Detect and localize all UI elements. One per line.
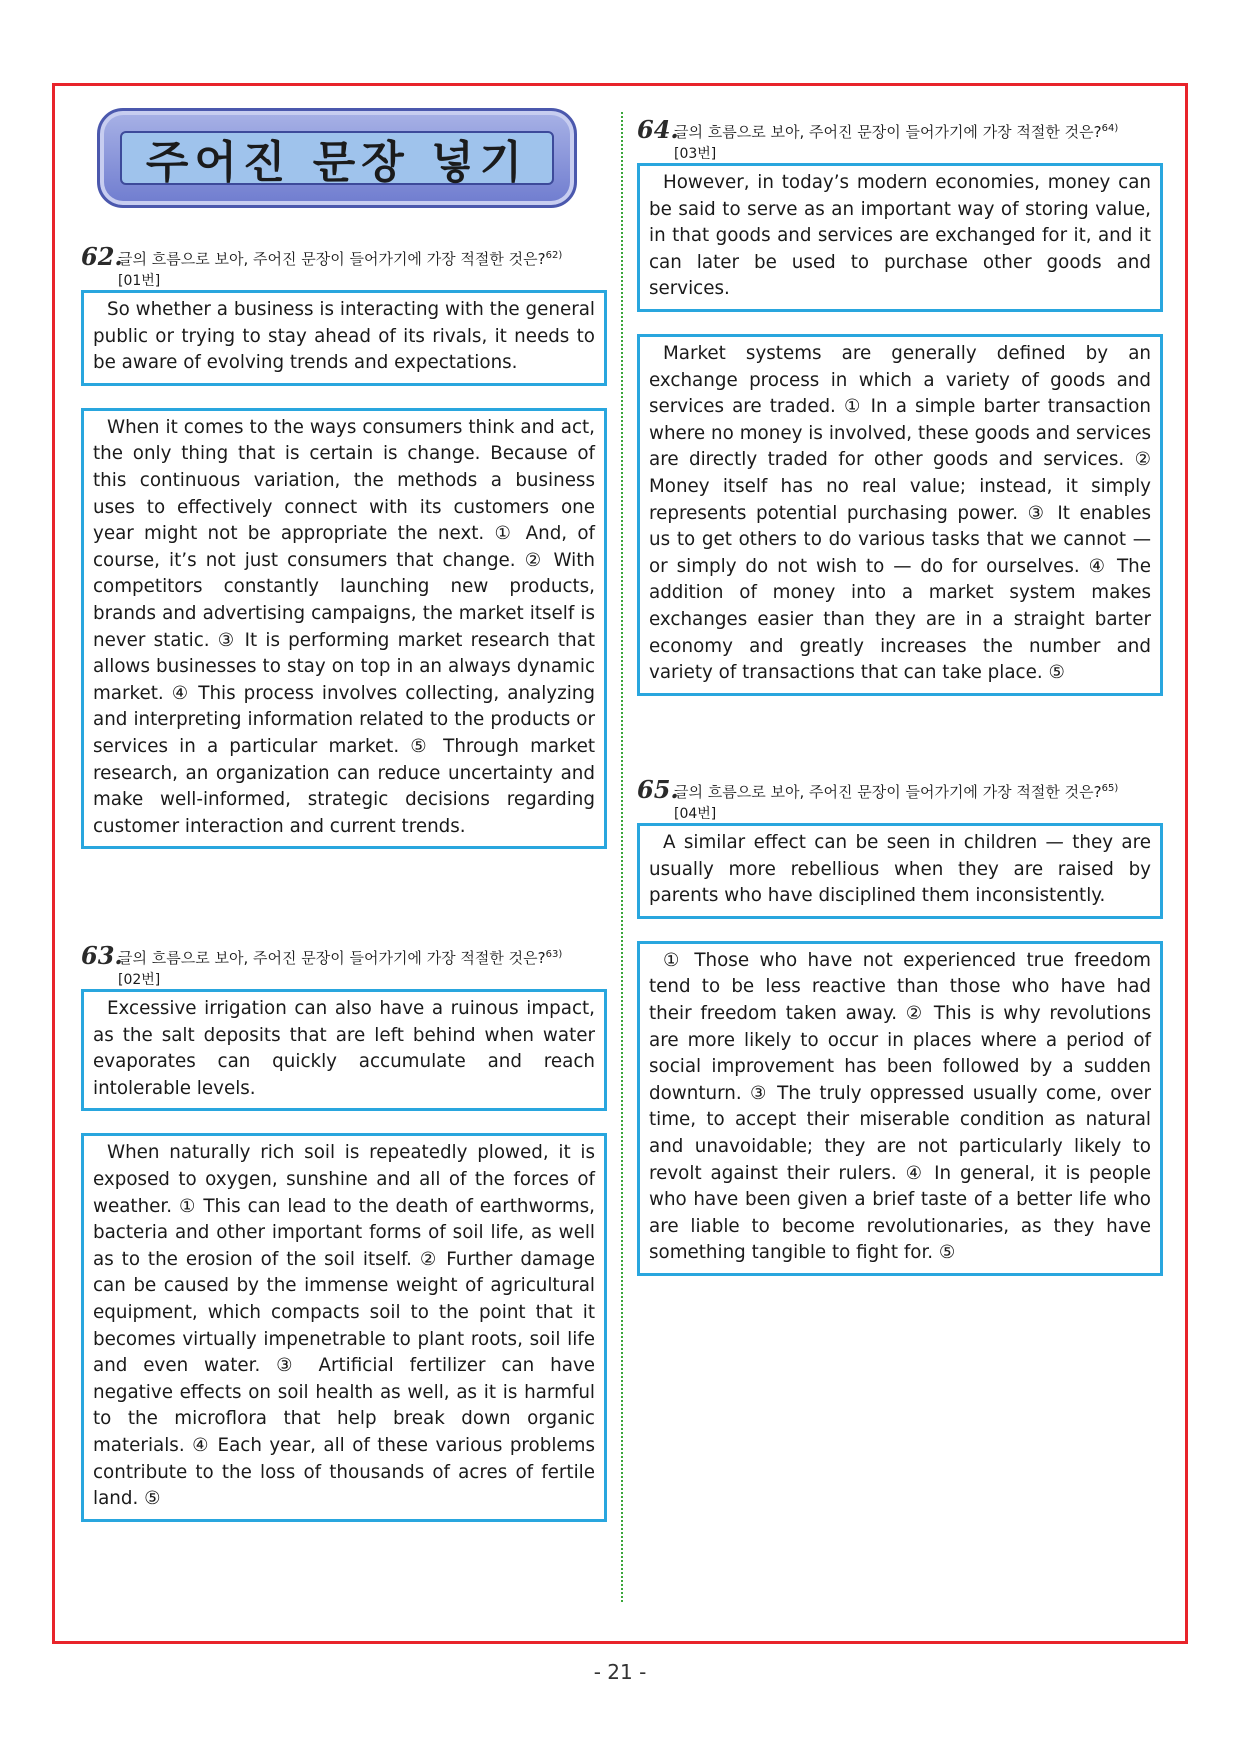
- question-number: 65.: [637, 775, 679, 804]
- given-sentence-box: So whether a business is interacting with the general public or trying to stay ahead of its rivals, it needs to be aware of evolving trends and expectations.: [81, 290, 607, 386]
- passage-box: When it comes to the ways consumers think and act, the only thing that is certain is change. Because of this continuous variation, the methods a business uses to effectively connect with its customers one year might not be appropriate the next. ① And, of course, it’s not just consumers that change. ② With competitors constantly launching new products, brands and advertising campaigns, the market itself is never static. ③ It is performing market research that allows businesses to stay on top in an always dynamic market. ④ This process involves collecting, analyzing and interpreting information related to the products or services in a particular market. ⑤ Through market research, an organization can reduce uncertainty and make well-informed, strategic decisions regarding customer interaction and current trends.: [81, 408, 607, 850]
- question-header: [81, 939, 607, 987]
- question-source: [03번]: [674, 146, 717, 162]
- question-source: [02번]: [118, 972, 161, 988]
- passage-box: Market systems are generally defined by an exchange process in which a variety of goods and services are traded. ① In a simple barter transaction where no money is involved, these goods and services are directly traded for other goods and services. ② Money itself has no real value; instead, it simply represents potential purchasing power. ③ It enables us to get others to do various tasks that we cannot — or simply do not wish to — do for ourselves. ④ The addition of money into a market system makes exchanges easier than they are in a straight barter economy and greatly increases the number and variety of transactions that can take place. ⑤: [637, 334, 1163, 696]
- question-source: [01번]: [118, 273, 161, 289]
- question-65: [637, 773, 1163, 1276]
- question-prompt: 글의 흐름으로 보아, 주어진 문장이 들어가기에 가장 적절한 것은?$^{64)}$: [674, 123, 1119, 141]
- given-sentence-box: Excessive irrigation can also have a ruinous impact, as the salt deposits that are left behind when water evaporates can quickly accumulate and reach intolerable levels.: [81, 989, 607, 1111]
- footnote-mark: 62): [545, 250, 563, 261]
- section-banner-inner: [120, 131, 554, 188]
- question-number: 62.: [81, 242, 123, 271]
- section-title: 주어진 문장 넣기: [145, 137, 529, 188]
- question-63: [81, 939, 607, 1522]
- question-source: [04번]: [674, 806, 717, 822]
- given-sentence-box: However, in today’s modern economies, money can be said to serve as an important way of storing value, in that goods and services are exchanged for it, and it can later be used to purchase other goods and services.: [637, 163, 1163, 312]
- question-header: [637, 773, 1163, 821]
- question-64: [637, 113, 1163, 696]
- question-header: [81, 240, 607, 288]
- passage-box: ① Those who have not experienced true freedom tend to be less reactive than those who have had their freedom taken away. ② This is why revolutions are more likely to occur in places where a period of social improvement has been followed by a sudden downturn. ③ The truly oppressed usually come, over time, to accept their miserable condition as natural and unavoidable; they are not particularly likely to revolt against their rulers. ④ In general, it is people who have been given a brief taste of a better life who are liable to become revolutionaries, as they have something tangible to fight for. ⑤: [637, 941, 1163, 1276]
- footnote-mark: 63): [545, 949, 563, 960]
- question-62: [81, 240, 607, 849]
- column-divider: [621, 112, 623, 1602]
- question-number: 63.: [81, 941, 123, 970]
- question-header: [637, 113, 1163, 161]
- section-banner: [97, 108, 577, 208]
- given-sentence-box: A similar effect can be seen in children — they are usually more rebellious when they are raised by parents who have disciplined them inconsistently.: [637, 823, 1163, 919]
- question-prompt: 글의 흐름으로 보아, 주어진 문장이 들어가기에 가장 적절한 것은?$^{63)}$: [118, 949, 563, 967]
- question-prompt: 글의 흐름으로 보아, 주어진 문장이 들어가기에 가장 적절한 것은?$^{65)}$: [674, 783, 1119, 801]
- question-prompt: 글의 흐름으로 보아, 주어진 문장이 들어가기에 가장 적절한 것은?$^{62)}$: [118, 250, 563, 268]
- page-number: - 21 -: [593, 1660, 647, 1684]
- footnote-mark: 65): [1101, 783, 1119, 794]
- question-number: 64.: [637, 115, 679, 144]
- footnote-mark: 64): [1101, 123, 1119, 134]
- passage-box: When naturally rich soil is repeatedly plowed, it is exposed to oxygen, sunshine and all of the forces of weather. ① This can lead to the death of earthworms, bacteria and other important forms of soil life, as well as to the erosion of the soil itself. ② Further damage can be caused by the immense weight of agricultural equipment, which compacts soil to the point that it becomes virtually impenetrable to plant roots, soil life and even water. ③ Artificial fertilizer can have negative effects on soil health as well, as it is harmful to the microflora that help break down organic materials. ④ Each year, all of these various problems contribute to the loss of thousands of acres of fertile land. ⑤: [81, 1133, 607, 1521]
